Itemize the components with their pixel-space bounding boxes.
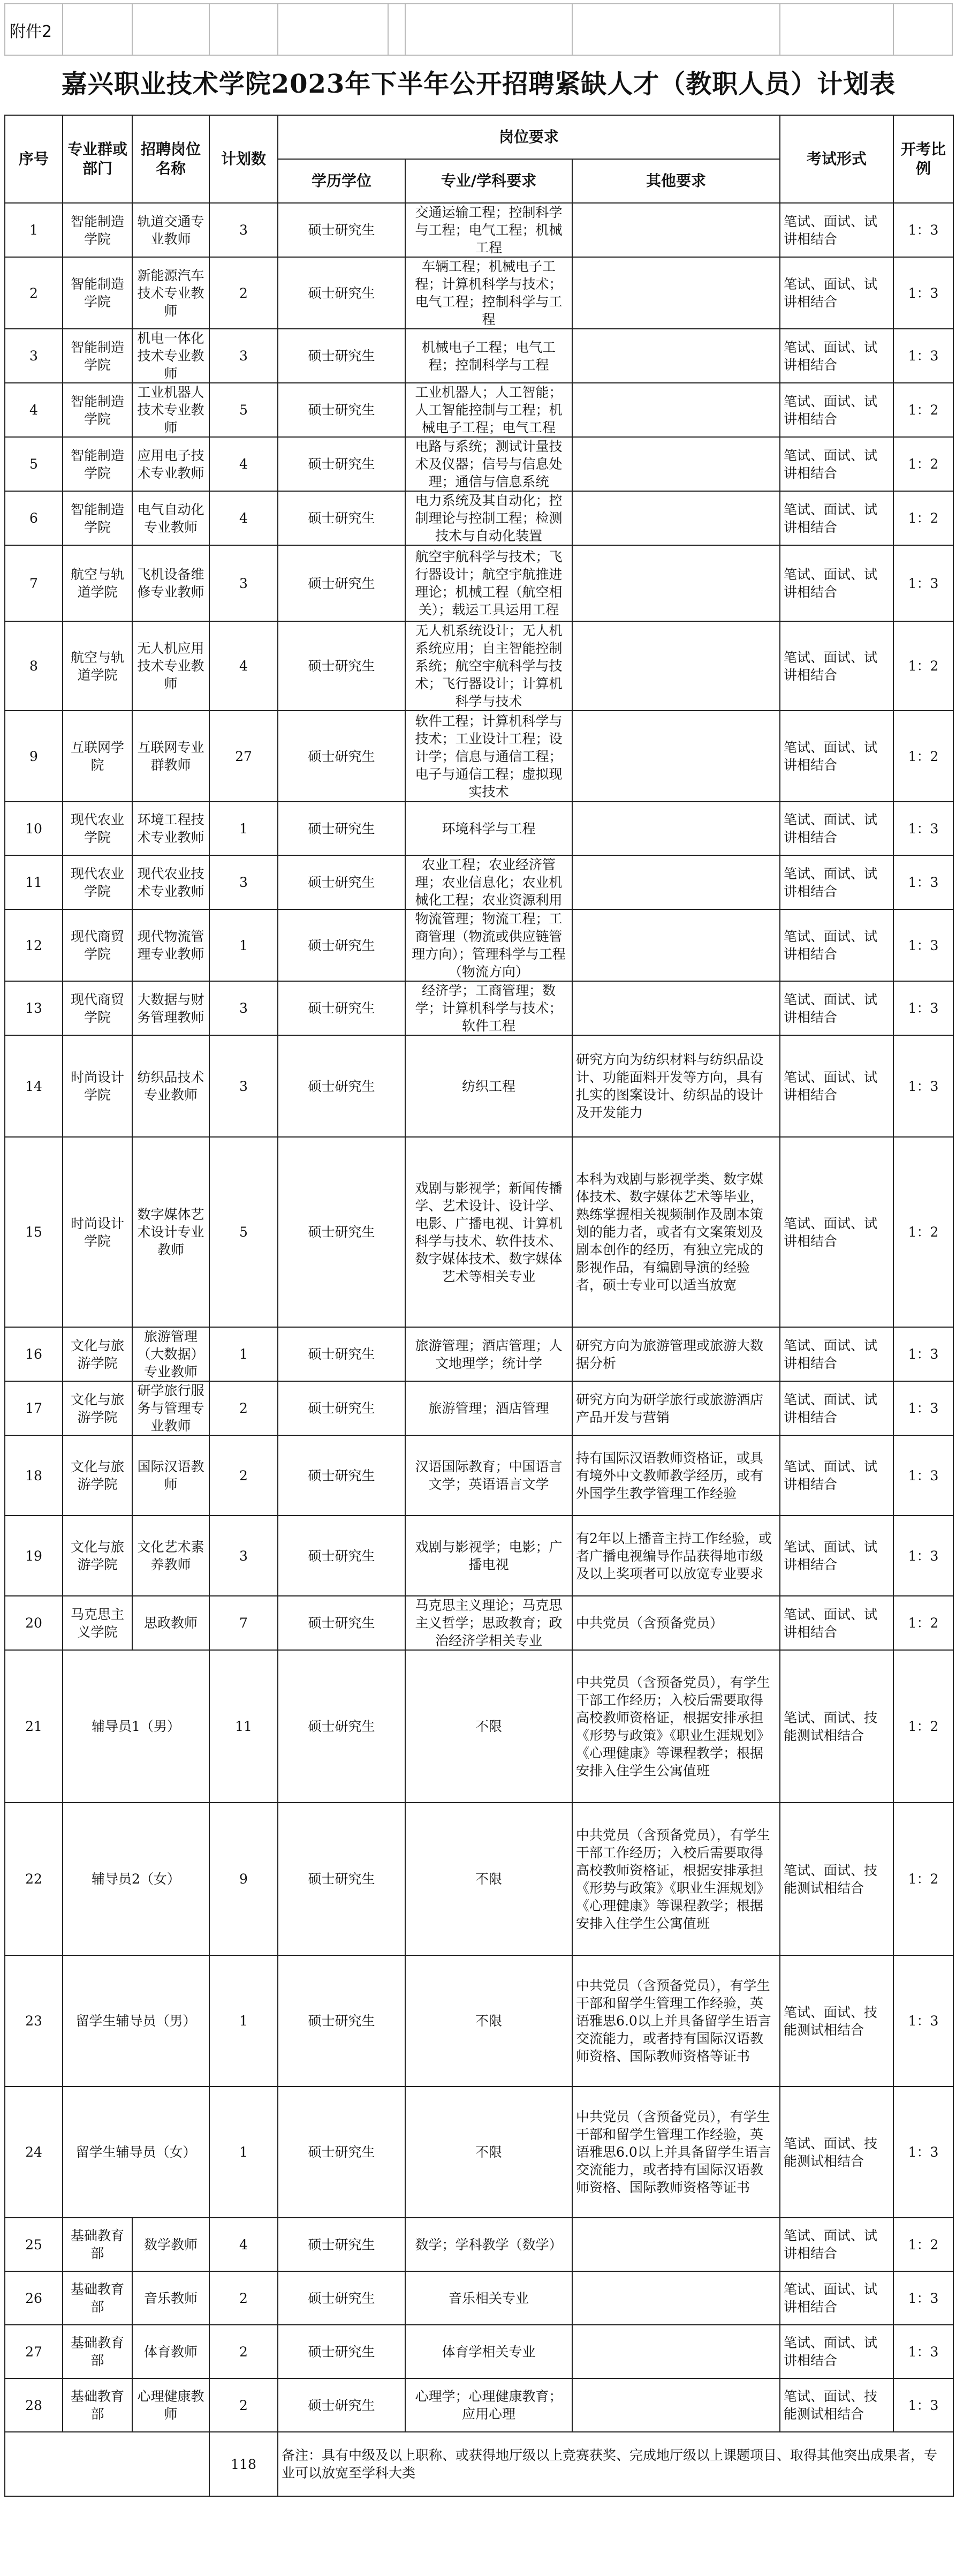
header-requirements: 岗位要求: [278, 115, 780, 159]
table-row: [5, 1327, 953, 1381]
row-position: 体育教师: [132, 2325, 209, 2378]
row-education: 硕士研究生: [278, 491, 405, 545]
row-education: 硕士研究生: [278, 1327, 405, 1381]
row-number: 18: [5, 1435, 63, 1516]
row-ratio: 1：3: [893, 1516, 953, 1596]
row-ratio: 1：2: [893, 711, 953, 802]
row-number: 12: [5, 909, 63, 981]
row-count: 5: [209, 1137, 278, 1327]
row-number: 23: [5, 1955, 63, 2087]
row-position: 互联网专业群教师: [132, 711, 209, 802]
row-count: 4: [209, 621, 278, 711]
row-education: 硕士研究生: [278, 2325, 405, 2378]
row-education: 硕士研究生: [278, 711, 405, 802]
spreadsheet-header-grid: [4, 3, 953, 56]
row-number: 6: [5, 491, 63, 545]
row-exam-format: 笔试、面试、技能测试相结合: [780, 1803, 893, 1955]
row-number: 7: [5, 545, 63, 621]
row-education: 硕士研究生: [278, 855, 405, 909]
row-exam-format: 笔试、面试、试讲相结合: [780, 1435, 893, 1516]
row-count: 2: [209, 2378, 278, 2432]
row-ratio: 1：3: [893, 802, 953, 855]
row-count: 4: [209, 491, 278, 545]
row-position: 心理健康教师: [132, 2378, 209, 2432]
row-count: 9: [209, 1803, 278, 1955]
footer-note: 备注：具有中级及以上职称、或获得地厅级以上竞赛获奖、完成地厅级以上课题项目、取得其他突出成果者，专业可以放宽至学科大类: [278, 2432, 953, 2496]
row-count: 3: [209, 1035, 278, 1137]
row-other-requirements: [572, 383, 780, 437]
row-ratio: 1：3: [893, 1035, 953, 1137]
row-number: 24: [5, 2087, 63, 2218]
row-position: 环境工程技术专业教师: [132, 802, 209, 855]
row-exam-format: 笔试、面试、试讲相结合: [780, 1381, 893, 1435]
row-count: 2: [209, 2325, 278, 2378]
row-ratio: 1：2: [893, 1650, 953, 1803]
row-other-requirements: [572, 545, 780, 621]
row-dept: 时尚设计学院: [63, 1137, 132, 1327]
table-row: [5, 1955, 953, 2087]
row-position: 音乐教师: [132, 2271, 209, 2325]
row-exam-format: 笔试、面试、试讲相结合: [780, 981, 893, 1035]
row-ratio: 1：3: [893, 545, 953, 621]
row-major: 数学；学科教学（数学）: [405, 2218, 572, 2271]
row-major: 不限: [405, 2087, 572, 2218]
row-major: 电路与系统；测试计量技术及仪器；信号与信息处理；通信与信息系统: [405, 437, 572, 491]
row-ratio: 1：3: [893, 1327, 953, 1381]
row-exam-format: 笔试、面试、试讲相结合: [780, 2218, 893, 2271]
row-count: 3: [209, 855, 278, 909]
table-row: [5, 855, 953, 909]
row-other-requirements: [572, 2325, 780, 2378]
row-ratio: 1：2: [893, 621, 953, 711]
row-exam-format: 笔试、面试、试讲相结合: [780, 1327, 893, 1381]
table-row: [5, 1035, 953, 1137]
row-exam-format: 笔试、面试、试讲相结合: [780, 545, 893, 621]
header-other: 其他要求: [572, 159, 780, 203]
row-count: 2: [209, 1435, 278, 1516]
table-row: [5, 257, 953, 329]
row-major: 不限: [405, 1955, 572, 2087]
row-education: 硕士研究生: [278, 1650, 405, 1803]
header-dept: 专业群或部门: [63, 115, 132, 203]
header-ratio: 开考比例: [893, 115, 953, 203]
row-exam-format: 笔试、面试、试讲相结合: [780, 2325, 893, 2378]
row-major: 心理学；心理健康教育；应用心理: [405, 2378, 572, 2432]
row-other-requirements: [572, 981, 780, 1035]
row-exam-format: 笔试、面试、试讲相结合: [780, 329, 893, 383]
row-number: 27: [5, 2325, 63, 2378]
row-major: 不限: [405, 1650, 572, 1803]
row-number: 16: [5, 1327, 63, 1381]
row-position: 纺织品技术专业教师: [132, 1035, 209, 1137]
row-major: 不限: [405, 1803, 572, 1955]
row-position: 新能源汽车技术专业教师: [132, 257, 209, 329]
header-major: 专业/学科要求: [405, 159, 572, 203]
table-row: [5, 2325, 953, 2378]
row-education: 硕士研究生: [278, 621, 405, 711]
row-education: 硕士研究生: [278, 545, 405, 621]
row-count: 7: [209, 1596, 278, 1650]
row-exam-format: 笔试、面试、试讲相结合: [780, 1596, 893, 1650]
row-dept: 基础教育部: [63, 2378, 132, 2432]
row-number: 19: [5, 1516, 63, 1596]
row-position: 思政教师: [132, 1596, 209, 1650]
recruitment-plan-table: [4, 115, 954, 2497]
row-count: 3: [209, 203, 278, 257]
row-education: 硕士研究生: [278, 383, 405, 437]
footer-row: [5, 2432, 953, 2496]
header-position: 招聘岗位名称: [132, 115, 209, 203]
row-count: 4: [209, 437, 278, 491]
row-count: 3: [209, 545, 278, 621]
footer-empty: [5, 2432, 209, 2496]
table-row: [5, 621, 953, 711]
row-dept: 基础教育部: [63, 2325, 132, 2378]
row-dept: 文化与旅游学院: [63, 1435, 132, 1516]
row-exam-format: 笔试、面试、试讲相结合: [780, 2271, 893, 2325]
row-exam-format: 笔试、面试、试讲相结合: [780, 491, 893, 545]
row-other-requirements: 中共党员（含预备党员），有学生干部和留学生管理工作经验，英语雅思6.0以上并具备留学生语言交流能力，或者持有国际汉语教师资格、国际教师资格等证书: [572, 2087, 780, 2218]
row-exam-format: 笔试、面试、试讲相结合: [780, 203, 893, 257]
row-exam-format: 笔试、面试、技能测试相结合: [780, 1955, 893, 2087]
row-other-requirements: 持有国际汉语教师资格证，或具有境外中文教师教学经历，或有外国学生教学管理工作经验: [572, 1435, 780, 1516]
row-dept: 航空与轨道学院: [63, 545, 132, 621]
row-other-requirements: 本科为戏剧与影视学类、数字媒体技术、数字媒体艺术等毕业，熟练掌握相关视频制作及剧本策划的能力者，或者有文案策划及剧本创作的经历，有独立完成的影视作品，有编剧导演的经验者，硕士专业可以适当放宽: [572, 1137, 780, 1327]
row-major: 体育学相关专业: [405, 2325, 572, 2378]
row-education: 硕士研究生: [278, 1516, 405, 1596]
row-number: 25: [5, 2218, 63, 2271]
row-number: 3: [5, 329, 63, 383]
row-major: 机械电子工程；电气工程；控制科学与工程: [405, 329, 572, 383]
row-education: 硕士研究生: [278, 2087, 405, 2218]
row-exam-format: 笔试、面试、技能测试相结合: [780, 2378, 893, 2432]
row-exam-format: 笔试、面试、试讲相结合: [780, 437, 893, 491]
row-number: 14: [5, 1035, 63, 1137]
row-exam-format: 笔试、面试、技能测试相结合: [780, 2087, 893, 2218]
table-row: [5, 2378, 953, 2432]
row-major: 工业机器人；人工智能；人工智能控制与工程；机械电子工程；电气工程: [405, 383, 572, 437]
row-exam-format: 笔试、面试、试讲相结合: [780, 855, 893, 909]
row-position: 文化艺术素养教师: [132, 1516, 209, 1596]
row-major: 交通运输工程；控制科学与工程；电气工程；机械工程: [405, 203, 572, 257]
row-ratio: 1：2: [893, 2218, 953, 2271]
header-seq: 序号: [5, 115, 63, 203]
row-position: 无人机应用技术专业教师: [132, 621, 209, 711]
row-ratio: 1：2: [893, 1137, 953, 1327]
row-dept: 辅导员2（女）: [63, 1803, 209, 1955]
row-position: 大数据与财务管理教师: [132, 981, 209, 1035]
row-other-requirements: 中共党员（含预备党员），有学生干部和留学生管理工作经验，英语雅思6.0以上并具备留学生语言交流能力，或者持有国际汉语教师资格、国际教师资格等证书: [572, 1955, 780, 2087]
row-other-requirements: [572, 329, 780, 383]
row-other-requirements: 研究方向为纺织材料与纺织品设计、功能面料开发等方向，具有扎实的图案设计、纺织品的设计及开发能力: [572, 1035, 780, 1137]
row-education: 硕士研究生: [278, 1803, 405, 1955]
row-number: 1: [5, 203, 63, 257]
table-row: [5, 1381, 953, 1435]
row-position: 国际汉语教师: [132, 1435, 209, 1516]
row-ratio: 1：3: [893, 855, 953, 909]
row-dept: 现代商贸学院: [63, 909, 132, 981]
table-row: [5, 203, 953, 257]
row-major: 戏剧与影视学；电影；广播电视: [405, 1516, 572, 1596]
row-position: 现代农业技术专业教师: [132, 855, 209, 909]
row-education: 硕士研究生: [278, 981, 405, 1035]
table-row: [5, 1596, 953, 1650]
row-dept: 文化与旅游学院: [63, 1381, 132, 1435]
row-exam-format: 笔试、面试、试讲相结合: [780, 1516, 893, 1596]
row-education: 硕士研究生: [278, 329, 405, 383]
row-number: 17: [5, 1381, 63, 1435]
row-number: 13: [5, 981, 63, 1035]
row-exam-format: 笔试、面试、试讲相结合: [780, 383, 893, 437]
table-row: [5, 2087, 953, 2218]
row-other-requirements: [572, 2218, 780, 2271]
row-major: 音乐相关专业: [405, 2271, 572, 2325]
row-education: 硕士研究生: [278, 1035, 405, 1137]
row-major: 电力系统及其自动化；控制理论与控制工程；检测技术与自动化装置: [405, 491, 572, 545]
row-ratio: 1：3: [893, 1435, 953, 1516]
row-count: 1: [209, 1327, 278, 1381]
row-ratio: 1：2: [893, 437, 953, 491]
row-count: 3: [209, 329, 278, 383]
row-count: 2: [209, 1381, 278, 1435]
row-major: 戏剧与影视学；新闻传播学、艺术设计、设计学、电影、广播电视、计算机科学与技术、软件技术、数字媒体技术、数字媒体艺术等相关专业: [405, 1137, 572, 1327]
row-other-requirements: [572, 437, 780, 491]
header-exam: 考试形式: [780, 115, 893, 203]
row-education: 硕士研究生: [278, 1596, 405, 1650]
row-position: 旅游管理（大数据）专业教师: [132, 1327, 209, 1381]
row-count: 11: [209, 1650, 278, 1803]
row-education: 硕士研究生: [278, 1955, 405, 2087]
row-other-requirements: [572, 711, 780, 802]
row-major: 农业工程；农业经济管理；农业信息化；农业机械化工程；农业资源利用: [405, 855, 572, 909]
row-major: 环境科学与工程: [405, 802, 572, 855]
row-major: 无人机系统设计；无人机系统应用；自主智能控制系统；航空宇航科学与技术；飞行器设计；计算机科学与技术: [405, 621, 572, 711]
row-number: 11: [5, 855, 63, 909]
table-row: [5, 711, 953, 802]
row-ratio: 1：3: [893, 909, 953, 981]
table-row: [5, 1516, 953, 1596]
row-other-requirements: 中共党员（含预备党员），有学生干部工作经历；入校后需要取得高校教师资格证，根据安排承担《形势与政策》《职业生涯规划》《心理健康》等课程教学；根据安排入住学生公寓值班: [572, 1803, 780, 1955]
row-dept: 文化与旅游学院: [63, 1516, 132, 1596]
table-row: [5, 2271, 953, 2325]
row-education: 硕士研究生: [278, 203, 405, 257]
row-other-requirements: 中共党员（含预备党员）: [572, 1596, 780, 1650]
attachment-label: 附件2: [10, 22, 52, 41]
row-count: 1: [209, 802, 278, 855]
row-ratio: 1：3: [893, 1381, 953, 1435]
row-number: 8: [5, 621, 63, 711]
row-education: 硕士研究生: [278, 802, 405, 855]
row-other-requirements: [572, 257, 780, 329]
row-education: 硕士研究生: [278, 1137, 405, 1327]
table-row: [5, 909, 953, 981]
row-education: 硕士研究生: [278, 1435, 405, 1516]
row-ratio: 1：3: [893, 257, 953, 329]
row-dept: 智能制造学院: [63, 329, 132, 383]
row-count: 2: [209, 2271, 278, 2325]
row-major: 车辆工程；机械电子工程；计算机科学与技术；电气工程；控制科学与工程: [405, 257, 572, 329]
row-dept: 现代商贸学院: [63, 981, 132, 1035]
row-dept: 文化与旅游学院: [63, 1327, 132, 1381]
row-major: 纺织工程: [405, 1035, 572, 1137]
total-count: 118: [209, 2432, 278, 2496]
row-position: 电气自动化专业教师: [132, 491, 209, 545]
row-number: 5: [5, 437, 63, 491]
row-ratio: 1：3: [893, 981, 953, 1035]
row-ratio: 1：2: [893, 1596, 953, 1650]
row-number: 4: [5, 383, 63, 437]
table-row: [5, 383, 953, 437]
row-dept: 智能制造学院: [63, 257, 132, 329]
row-major: 经济学；工商管理；数学；计算机科学与技术；软件工程: [405, 981, 572, 1035]
row-number: 26: [5, 2271, 63, 2325]
row-education: 硕士研究生: [278, 2218, 405, 2271]
row-ratio: 1：3: [893, 2271, 953, 2325]
row-major: 旅游管理；酒店管理: [405, 1381, 572, 1435]
row-count: 2: [209, 257, 278, 329]
table-row: [5, 1137, 953, 1327]
row-exam-format: 笔试、面试、试讲相结合: [780, 1137, 893, 1327]
row-dept: 智能制造学院: [63, 203, 132, 257]
row-education: 硕士研究生: [278, 437, 405, 491]
row-dept: 智能制造学院: [63, 491, 132, 545]
plan-document: [4, 3, 953, 2573]
row-count: 3: [209, 981, 278, 1035]
table-row: [5, 329, 953, 383]
row-number: 10: [5, 802, 63, 855]
row-major: 软件工程；计算机科学与技术；工业设计工程；设计学；信息与通信工程；电子与通信工程；虚拟现实技术: [405, 711, 572, 802]
row-number: 15: [5, 1137, 63, 1327]
row-major: 物流管理；物流工程；工商管理（物流或供应链管理方向）；管理科学与工程（物流方向）: [405, 909, 572, 981]
row-position: 数字媒体艺术设计专业教师: [132, 1137, 209, 1327]
row-position: 轨道交通专业教师: [132, 203, 209, 257]
row-other-requirements: [572, 855, 780, 909]
row-number: 20: [5, 1596, 63, 1650]
row-position: 机电一体化技术专业教师: [132, 329, 209, 383]
row-dept: 留学生辅导员（女）: [63, 2087, 209, 2218]
row-position: 数学教师: [132, 2218, 209, 2271]
row-ratio: 1：3: [893, 1955, 953, 2087]
row-count: 1: [209, 909, 278, 981]
page-title: 嘉兴职业技术学院2023年下半年公开招聘紧缺人才（教职人员）计划表: [61, 69, 896, 99]
row-dept: 时尚设计学院: [63, 1035, 132, 1137]
row-dept: 航空与轨道学院: [63, 621, 132, 711]
row-education: 硕士研究生: [278, 257, 405, 329]
row-ratio: 1：3: [893, 2378, 953, 2432]
row-number: 9: [5, 711, 63, 802]
row-dept: 智能制造学院: [63, 437, 132, 491]
row-education: 硕士研究生: [278, 2378, 405, 2432]
row-other-requirements: 研究方向为旅游管理或旅游大数据分析: [572, 1327, 780, 1381]
row-number: 2: [5, 257, 63, 329]
row-count: 3: [209, 1516, 278, 1596]
row-other-requirements: [572, 2271, 780, 2325]
row-ratio: 1：3: [893, 2087, 953, 2218]
row-position: 研学旅行服务与管理专业教师: [132, 1381, 209, 1435]
row-other-requirements: [572, 802, 780, 855]
row-count: 1: [209, 2087, 278, 2218]
row-other-requirements: [572, 491, 780, 545]
row-dept: 互联网学院: [63, 711, 132, 802]
row-major: 航空宇航科学与技术；飞行器设计；航空宇航推进理论；机械工程（航空相关）；载运工具运用工程: [405, 545, 572, 621]
row-dept: 留学生辅导员（男）: [63, 1955, 209, 2087]
table-row: [5, 1650, 953, 1803]
row-other-requirements: 有2年以上播音主持工作经验，或者广播电视编导作品获得地市级及以上奖项者可以放宽专业要求: [572, 1516, 780, 1596]
row-number: 21: [5, 1650, 63, 1803]
row-education: 硕士研究生: [278, 1381, 405, 1435]
header-count: 计划数: [209, 115, 278, 203]
row-number: 22: [5, 1803, 63, 1955]
row-dept: 基础教育部: [63, 2218, 132, 2271]
row-position: 应用电子技术专业教师: [132, 437, 209, 491]
header-education: 学历学位: [278, 159, 405, 203]
row-major: 旅游管理；酒店管理；人文地理学；统计学: [405, 1327, 572, 1381]
row-count: 4: [209, 2218, 278, 2271]
table-row: [5, 2218, 953, 2271]
table-row: [5, 1435, 953, 1516]
row-dept: 辅导员1（男）: [63, 1650, 209, 1803]
plan-rows: [5, 203, 953, 2432]
row-other-requirements: [572, 621, 780, 711]
row-position: 工业机器人技术专业教师: [132, 383, 209, 437]
row-exam-format: 笔试、面试、试讲相结合: [780, 802, 893, 855]
row-ratio: 1：3: [893, 329, 953, 383]
row-major: 马克思主义理论；马克思主义哲学；思政教育；政治经济学相关专业: [405, 1596, 572, 1650]
row-ratio: 1：2: [893, 1803, 953, 1955]
row-count: 5: [209, 383, 278, 437]
table-row: [5, 1803, 953, 1955]
row-dept: 现代农业学院: [63, 855, 132, 909]
table-row: [5, 802, 953, 855]
row-ratio: 1：3: [893, 203, 953, 257]
row-position: 飞机设备维修专业教师: [132, 545, 209, 621]
row-exam-format: 笔试、面试、试讲相结合: [780, 257, 893, 329]
table-row: [5, 437, 953, 491]
row-education: 硕士研究生: [278, 909, 405, 981]
row-other-requirements: [572, 2378, 780, 2432]
row-count: 27: [209, 711, 278, 802]
row-other-requirements: 中共党员（含预备党员），有学生干部工作经历；入校后需要取得高校教师资格证，根据安排承担《形势与政策》《职业生涯规划》《心理健康》等课程教学；根据安排入住学生公寓值班: [572, 1650, 780, 1803]
table-row: [5, 981, 953, 1035]
row-exam-format: 笔试、面试、试讲相结合: [780, 621, 893, 711]
table-row: [5, 545, 953, 621]
row-dept: 智能制造学院: [63, 383, 132, 437]
row-ratio: 1：2: [893, 491, 953, 545]
row-number: 28: [5, 2378, 63, 2432]
row-ratio: 1：2: [893, 383, 953, 437]
row-exam-format: 笔试、面试、试讲相结合: [780, 909, 893, 981]
row-exam-format: 笔试、面试、试讲相结合: [780, 711, 893, 802]
row-dept: 现代农业学院: [63, 802, 132, 855]
row-dept: 基础教育部: [63, 2271, 132, 2325]
row-other-requirements: 研究方向为研学旅行或旅游酒店产品开发与营销: [572, 1381, 780, 1435]
row-position: 现代物流管理专业教师: [132, 909, 209, 981]
row-count: 1: [209, 1955, 278, 2087]
row-ratio: 1：3: [893, 2325, 953, 2378]
table-row: [5, 491, 953, 545]
row-major: 汉语国际教育；中国语言文学；英语语言文学: [405, 1435, 572, 1516]
row-exam-format: 笔试、面试、试讲相结合: [780, 1035, 893, 1137]
row-other-requirements: [572, 909, 780, 981]
row-education: 硕士研究生: [278, 2271, 405, 2325]
row-dept: 马克思主义学院: [63, 1596, 132, 1650]
row-other-requirements: [572, 203, 780, 257]
row-exam-format: 笔试、面试、技能测试相结合: [780, 1650, 893, 1803]
